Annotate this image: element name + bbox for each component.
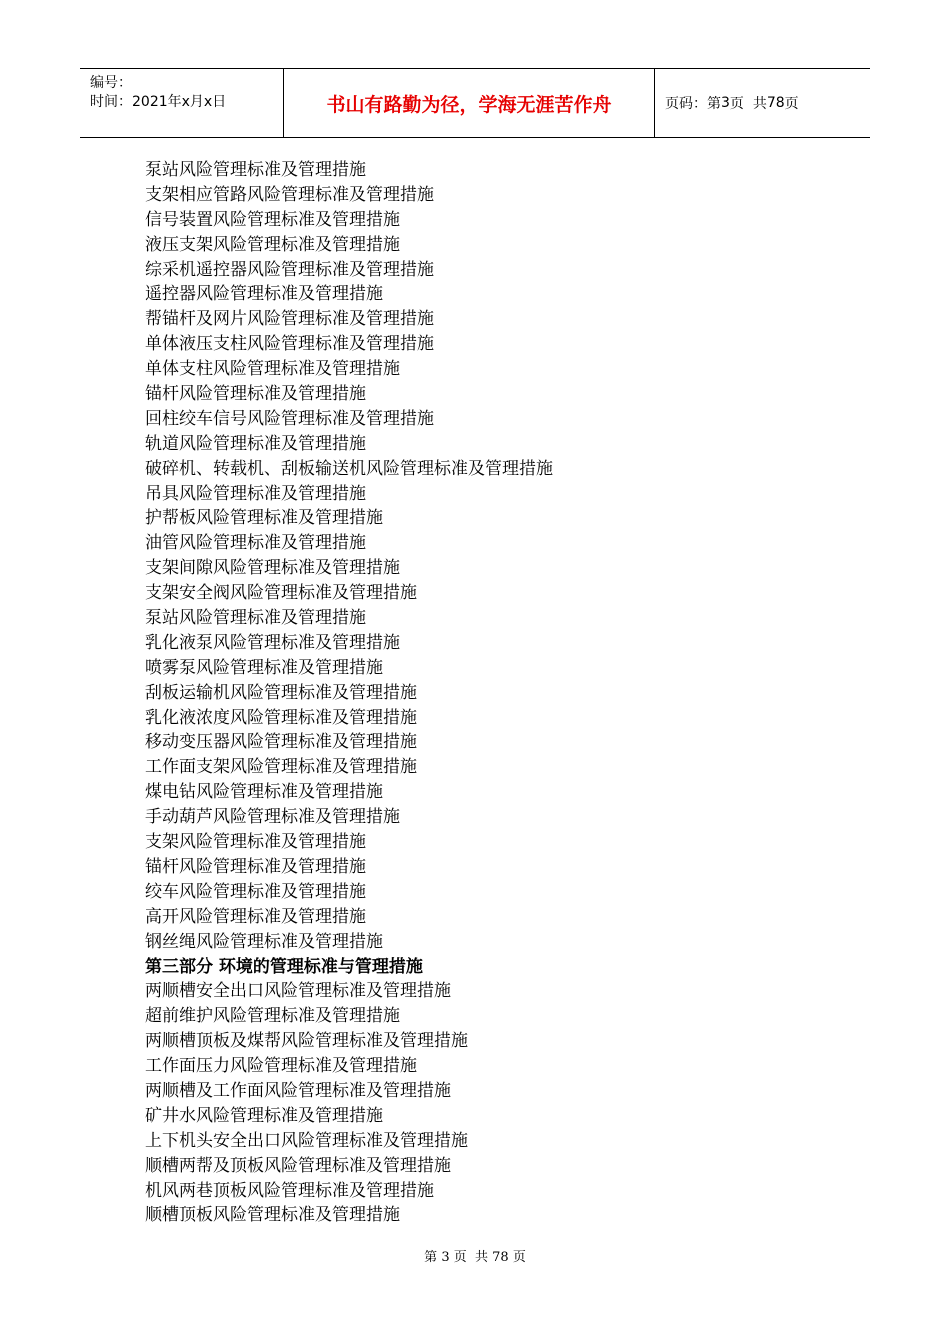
toc-line: 支架相应管路风险管理标准及管理措施 (145, 184, 434, 205)
toc-line: 移动变压器风险管理标准及管理措施 (145, 732, 417, 753)
footer-total: 78 (492, 1250, 509, 1265)
footer-mid: 页 共 (453, 1250, 488, 1265)
toc-line: 两顺槽及工作面风险管理标准及管理措施 (145, 1080, 451, 1101)
section-heading: 第三部分 环境的管理标准与管理措施 (145, 956, 423, 977)
page-footer (0, 1246, 950, 1265)
toc-line: 顺槽顶板风险管理标准及管理措施 (145, 1205, 400, 1226)
header-page-info (655, 69, 870, 137)
header-motto: 书山有路勤为径，学海无涯苦作舟 (283, 69, 655, 137)
toc-line: 绞车风险管理标准及管理措施 (145, 881, 366, 902)
toc-line: 帮锚杆及网片风险管理标准及管理措施 (145, 309, 434, 330)
toc-line: 乳化液泵风险管理标准及管理措施 (145, 632, 400, 653)
toc-line: 泵站风险管理标准及管理措施 (145, 160, 366, 180)
toc-line: 支架安全阀风险管理标准及管理措施 (145, 583, 417, 604)
toc-line: 遥控器风险管理标准及管理措施 (145, 284, 383, 305)
toc-line: 支架间隙风险管理标准及管理措施 (145, 558, 400, 579)
toc-line: 工作面支架风险管理标准及管理措施 (145, 757, 417, 778)
toc-line: 护帮板风险管理标准及管理措施 (145, 508, 383, 529)
toc-line: 锚杆风险管理标准及管理措施 (145, 384, 366, 405)
toc-line: 泵站风险管理标准及管理措施 (145, 608, 366, 629)
toc-line: 手动葫芦风险管理标准及管理措施 (145, 807, 400, 828)
document-body (145, 158, 845, 1228)
toc-line: 破碎机、转载机、刮板输送机风险管理标准及管理措施 (145, 458, 553, 479)
page-info-current: 3 (721, 95, 730, 111)
toc-line: 锚杆风险管理标准及管理措施 (145, 856, 366, 877)
page-header (80, 68, 870, 138)
toc-line: 两顺槽安全出口风险管理标准及管理措施 (145, 981, 451, 1002)
footer-prefix: 第 (424, 1250, 438, 1265)
toc-line: 吊具风险管理标准及管理措施 (145, 483, 366, 504)
toc-line: 机风两巷顶板风险管理标准及管理措施 (145, 1180, 434, 1201)
toc-line: 上下机头安全出口风险管理标准及管理措施 (145, 1130, 468, 1151)
toc-line: 高开风险管理标准及管理措施 (145, 906, 366, 927)
toc-line: 支架风险管理标准及管理措施 (145, 832, 366, 853)
toc-line: 单体液压支柱风险管理标准及管理措施 (145, 334, 434, 355)
toc-line: 乳化液浓度风险管理标准及管理措施 (145, 707, 417, 728)
document-date: 时间：2021年x月x日 (90, 94, 227, 110)
header-meta (80, 69, 283, 137)
toc-line: 轨道风险管理标准及管理措施 (145, 433, 366, 454)
toc-line: 液压支架风险管理标准及管理措施 (145, 234, 400, 255)
toc-line: 油管风险管理标准及管理措施 (145, 533, 366, 554)
toc-line: 刮板运输机风险管理标准及管理措施 (145, 682, 417, 703)
toc-line: 两顺槽顶板及煤帮风险管理标准及管理措施 (145, 1031, 468, 1052)
toc-line: 信号装置风险管理标准及管理措施 (145, 209, 400, 230)
toc-line: 钢丝绳风险管理标准及管理措施 (145, 931, 383, 952)
toc-line: 喷雾泵风险管理标准及管理措施 (145, 657, 383, 678)
page-info-suffix: 页 (784, 96, 799, 112)
page-info-prefix: 页码：第 (665, 96, 721, 112)
toc-line: 煤电钻风险管理标准及管理措施 (145, 782, 383, 803)
toc-line: 矿井水风险管理标准及管理措施 (145, 1105, 383, 1126)
page-info-total: 78 (766, 95, 785, 111)
toc-line: 综采机遥控器风险管理标准及管理措施 (145, 259, 434, 280)
toc-line: 超前维护风险管理标准及管理措施 (145, 1006, 400, 1027)
toc-line: 顺槽两帮及顶板风险管理标准及管理措施 (145, 1155, 451, 1176)
footer-suffix: 页 (512, 1250, 526, 1265)
page-info-mid: 页 共 (729, 96, 767, 112)
footer-current: 3 (441, 1250, 450, 1265)
toc-line: 回柱绞车信号风险管理标准及管理措施 (145, 408, 434, 429)
toc-line: 单体支柱风险管理标准及管理措施 (145, 359, 400, 380)
toc-line: 工作面压力风险管理标准及管理措施 (145, 1056, 417, 1077)
document-number-label: 编号： (90, 75, 132, 91)
